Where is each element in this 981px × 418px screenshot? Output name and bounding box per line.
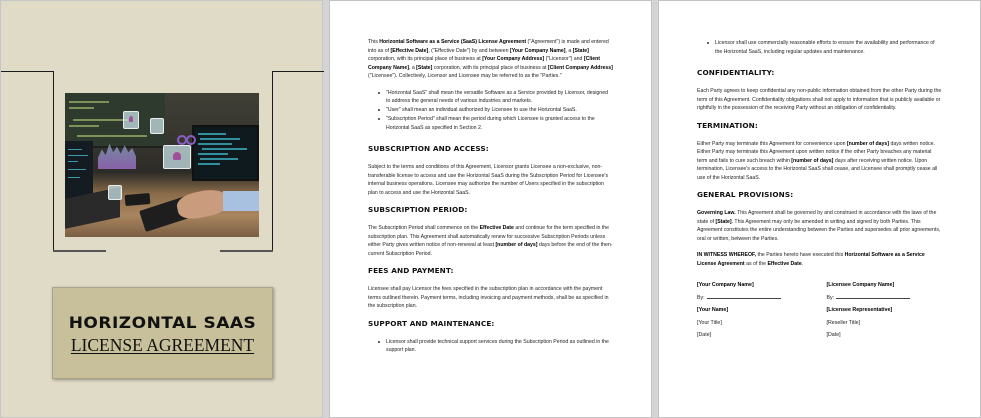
governing-law-paragraph: Governing Law. This Agreement shall be governed by and construed in accordance with the laws of the state of [State]. This Agreement may only be amended in writing and signed by both Parties. This Agreement constitutes the entire understanding between the Parties and supersedes all prior agreements, oral or written, between the Parties. (697, 210, 941, 242)
image-hologram-ring (186, 135, 196, 145)
section-heading-fees-payment: FEES AND PAYMENT: (368, 266, 454, 275)
decorative-frame-left (1, 71, 54, 251)
subscription-period-paragraph: The Subscription Period shall commence on the Effective Date and continue for the term specified in the subscription plan. This Agreement shall automatically renew for successive Subscription Periods unless either Party gives written notice of non-renewal at least [number of days] days before the end of the then-current Subscription Period. (368, 225, 613, 257)
cover-page (0, 0, 323, 418)
signature-block (697, 282, 942, 345)
cover-title-box (52, 287, 273, 379)
image-hologram-card (123, 111, 139, 129)
support-list-continued (707, 39, 942, 56)
image-hologram-card (108, 185, 122, 200)
section-heading-subscription-period: SUBSCRIPTION PERIOD: (368, 205, 468, 214)
confidentiality-paragraph: Each Party agrees to keep confidential any non-public information obtained from the other Party during the term of this Agreement. Confidentiality obligations shall not apply to information that is publicly available or rightfully in the possession of the receiving Party without an obligation of confidentiality. (697, 88, 942, 111)
cover-title-line2: LICENSE AGREEMENT (70, 335, 255, 355)
support-item: Licensor shall use commercially reasonable efforts to ensure the availability and performance of the Horizontal SaaS, including regular updates and maintenance. (707, 39, 942, 56)
signature-title: [Your Title] (697, 319, 722, 326)
section-heading-support-maintenance: SUPPORT AND MAINTENANCE: (368, 318, 495, 328)
subscription-access-paragraph: Subject to the terms and conditions of this Agreement, Licensor grants Licensee a non-exclusive, non-transferable license to access and use the Horizontal SaaS during the Subscription Period for Licensee's internal business operations. Licensee may authorize the number of Users specified in the subscription plan to access and use the Horizontal SaaS. (368, 164, 609, 196)
definition-item: "Subscription Period" shall mean the period during which Licensee is granted access to the Horizontal SaaS as specified in Section 2. (378, 115, 613, 132)
definitions-list (378, 89, 613, 133)
section-heading-confidentiality: CONFIDENTIALITY: (697, 68, 775, 77)
signature-name: [Licensee Representative] (826, 307, 893, 313)
page-3-content (697, 39, 942, 345)
signature-right (827, 282, 943, 345)
definition-item: "User" shall mean an individual authorized by Licensee to use the Horizontal SaaS. (378, 106, 613, 115)
image-phone (125, 193, 151, 206)
signature-left (697, 282, 813, 345)
witness-paragraph: IN WITNESS WHEREOF, the Parties hereto have executed this Horizontal Software as a Service License Agreement as of the Effective Date. (697, 252, 925, 267)
support-item: Licensor shall provide technical support services during the Subscription Period as outlined in the support plan. (378, 338, 613, 355)
intro-paragraph: This Horizontal Software as a Service (SaaS) License Agreement ("Agreement") is made and entered into as of [Effective Date], ("Effective Date") by and between [Your Company Name], a [State] corporation, with its principal place of business at [Your Company Address] ("Licensor") and [Client Company Name], a [State] corporation, with its principal place of business at [Client Company Address] ("Licensee"). Collectively, Licensor and Licensee may be referred to as the "Parties." (368, 39, 613, 79)
cover-image (65, 93, 259, 237)
signature-company: [Licensee Company Name] (826, 282, 895, 288)
support-list (378, 338, 613, 355)
signature-name: [Your Name] (697, 307, 729, 313)
document-page-2 (329, 0, 652, 418)
page-2-content (368, 38, 613, 367)
section-heading-general-provisions: GENERAL PROVISIONS: (697, 190, 794, 199)
signature-field[interactable] (836, 298, 910, 299)
signature-by-line: By: (827, 295, 943, 302)
signature-date: [Date] (697, 332, 712, 338)
signature-by-line: By: (697, 295, 813, 302)
signature-title: [Reseller Title] (826, 319, 861, 326)
cover-title-line1: HORIZONTAL SAAS (68, 313, 257, 333)
signature-date: [Date] (826, 332, 841, 338)
definition-item: "Horizontal SaaS" shall mean the versatile Software as a Service provided by Licensor, designed to address the general needs of various industries and markets. (378, 89, 613, 106)
image-hologram-card (163, 145, 191, 169)
decorative-frame-right (272, 71, 324, 251)
section-heading-termination: TERMINATION: (697, 120, 758, 130)
fees-payment-paragraph: Licensee shall pay Licensor the fees specified in the subscription plan in accordance with the payment terms outlined therein. Payment terms, including invoicing and payment methods, shall be as specified in the subscription plan. (368, 286, 609, 309)
decorative-frame-right-bottom (220, 250, 273, 252)
signature-company: [Your Company Name] (697, 282, 754, 288)
signature-field[interactable] (707, 298, 781, 299)
decorative-frame-left-bottom (53, 250, 106, 252)
image-sleeve (223, 191, 259, 211)
termination-paragraph: Either Party may terminate this Agreement for convenience upon [number of days] days written notice. Either Party may terminate this Agreement upon written notice if the other Party breaches any material term and fails to cure such breach within [number of days] days after receiving written notice. Upon termination, Licensee's access to the Horizontal SaaS shall cease, and Licensee shall promptly cease all use of the Horizontal SaaS. (697, 140, 938, 181)
document-page-3 (658, 0, 981, 418)
image-monitor-right (192, 125, 259, 181)
section-heading-subscription-access: SUBSCRIPTION AND ACCESS: (368, 144, 489, 153)
image-hologram-card (150, 118, 164, 134)
